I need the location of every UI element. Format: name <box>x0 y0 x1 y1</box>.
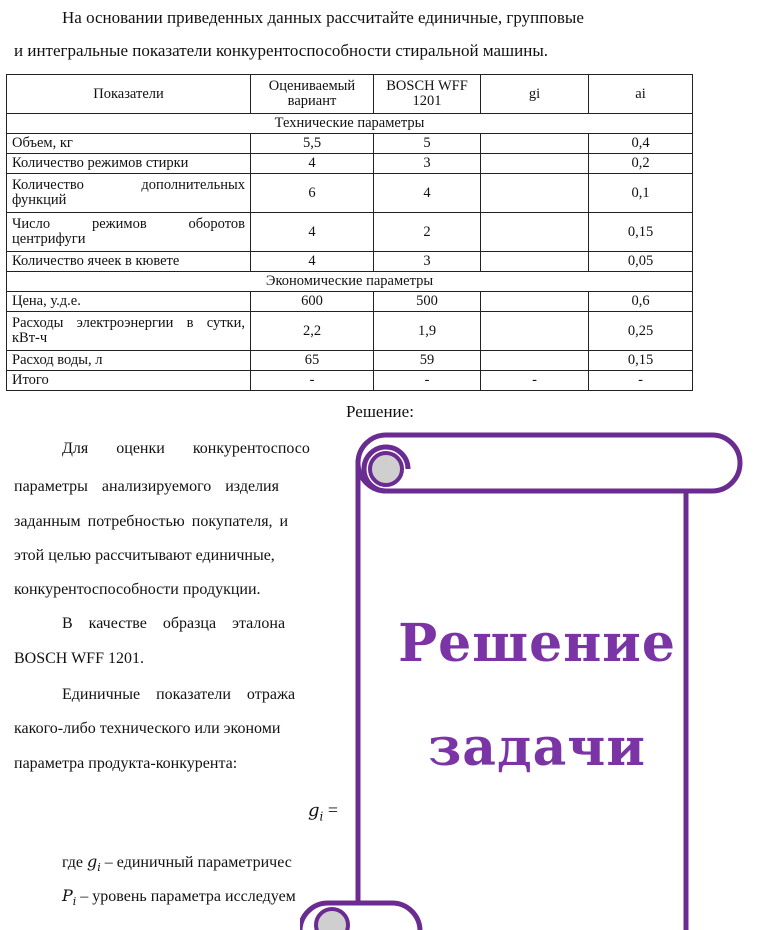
row-name: Цена, у.д.е. <box>7 292 251 312</box>
formula-g: g <box>308 800 320 821</box>
row-bosch: 2 <box>374 213 481 252</box>
row-bosch: 1,9 <box>374 312 481 351</box>
body-line: этой целью рассчитывают единичные, <box>14 547 275 564</box>
table-row <box>7 312 693 351</box>
body-line: какого-либо технического или экономи <box>14 720 281 737</box>
row-bosch: 500 <box>374 292 481 312</box>
table-row <box>7 351 693 371</box>
total-ai: - <box>589 371 693 391</box>
row-name: Объем, кг <box>7 134 251 154</box>
row-variant: 6 <box>251 174 374 213</box>
row-name: Расход воды, л <box>7 351 251 371</box>
row-gi <box>481 134 589 154</box>
row-gi <box>481 252 589 272</box>
body-line: параметра продукта-конкурента: <box>14 755 238 772</box>
competitiveness-table <box>6 74 693 391</box>
formula-equals: = <box>323 800 339 820</box>
row-bosch: 5 <box>374 134 481 154</box>
total-gi: - <box>481 371 589 391</box>
row-ai: 0,1 <box>589 174 693 213</box>
section-row-technical <box>7 114 693 134</box>
row-variant: 4 <box>251 252 374 272</box>
table-row <box>7 292 693 312</box>
row-variant: 65 <box>251 351 374 371</box>
total-bosch: - <box>374 371 481 391</box>
body-line: Единичные показатели отража <box>62 686 296 703</box>
table-row <box>7 154 693 174</box>
row-gi <box>481 154 589 174</box>
header-variant: Оцениваемый вариант <box>251 75 374 114</box>
where-line: где $g_i$ – единичный параметричес <box>62 852 292 875</box>
header-ai: ai <box>589 75 693 114</box>
scroll-word-2: задачи <box>428 717 646 778</box>
table-header-row <box>7 75 693 114</box>
body-line: В качестве образца эталона <box>62 615 286 632</box>
row-name: Число режимов оборотов центрифуги <box>7 213 251 252</box>
row-variant: 4 <box>251 154 374 174</box>
row-ai: 0,05 <box>589 252 693 272</box>
total-variant: - <box>251 371 374 391</box>
row-bosch: 3 <box>374 154 481 174</box>
section-title-economic: Экономические параметры <box>7 272 693 292</box>
scroll-banner <box>300 425 760 930</box>
row-ai: 0,6 <box>589 292 693 312</box>
table-total-row <box>7 371 693 391</box>
row-name: Расходы электроэнергии в сутки, кВт-ч <box>7 312 251 351</box>
row-variant: 600 <box>251 292 374 312</box>
row-bosch: 4 <box>374 174 481 213</box>
row-gi <box>481 351 589 371</box>
section-title-technical: Технические параметры <box>7 114 693 134</box>
table-row <box>7 252 693 272</box>
row-name: Количество режимов стирки <box>7 154 251 174</box>
formula-sub: i <box>319 809 324 824</box>
row-name: Количество дополнительных функций <box>7 174 251 213</box>
table-row <box>7 174 693 213</box>
row-ai: 0,15 <box>589 351 693 371</box>
row-ai: 0,2 <box>589 154 693 174</box>
section-row-economic <box>7 272 693 292</box>
intro-line-2: и интегральные показатели конкурентоспособности стиральной машины. <box>14 41 548 60</box>
row-variant: 5,5 <box>251 134 374 154</box>
row-variant: 2,2 <box>251 312 374 351</box>
row-ai: 0,15 <box>589 213 693 252</box>
solution-heading: Решение: <box>346 402 414 421</box>
scroll-frame-icon <box>300 425 760 930</box>
row-name: Количество ячеек в кювете <box>7 252 251 272</box>
intro-line-1: На основании приведенных данных рассчитайте единичные, групповые <box>62 8 584 27</box>
body-line: Для оценки конкурентоспосо <box>62 440 310 457</box>
row-bosch: 3 <box>374 252 481 272</box>
row-gi <box>481 292 589 312</box>
row-ai: 0,25 <box>589 312 693 351</box>
table-row <box>7 213 693 252</box>
body-line: конкурентоспособности продукции. <box>14 581 261 598</box>
body-line: заданным потребностью покупателя, и <box>14 513 289 530</box>
row-gi <box>481 213 589 252</box>
body-line: BOSCH WFF 1201. <box>14 650 144 667</box>
row-variant: 4 <box>251 213 374 252</box>
header-indicator: Показатели <box>7 75 251 114</box>
row-bosch: 59 <box>374 351 481 371</box>
body-line: параметры анализируемого изделия <box>14 478 279 495</box>
header-bosch: BOSCH WFF 1201 <box>374 75 481 114</box>
row-gi <box>481 174 589 213</box>
scroll-word-1: Решение <box>398 613 676 674</box>
row-ai: 0,4 <box>589 134 693 154</box>
header-gi: gi <box>481 75 589 114</box>
p-line: $P_i$ – уровень параметра исследуем <box>62 886 296 909</box>
table-row <box>7 134 693 154</box>
row-gi <box>481 312 589 351</box>
total-name: Итого <box>7 371 251 391</box>
